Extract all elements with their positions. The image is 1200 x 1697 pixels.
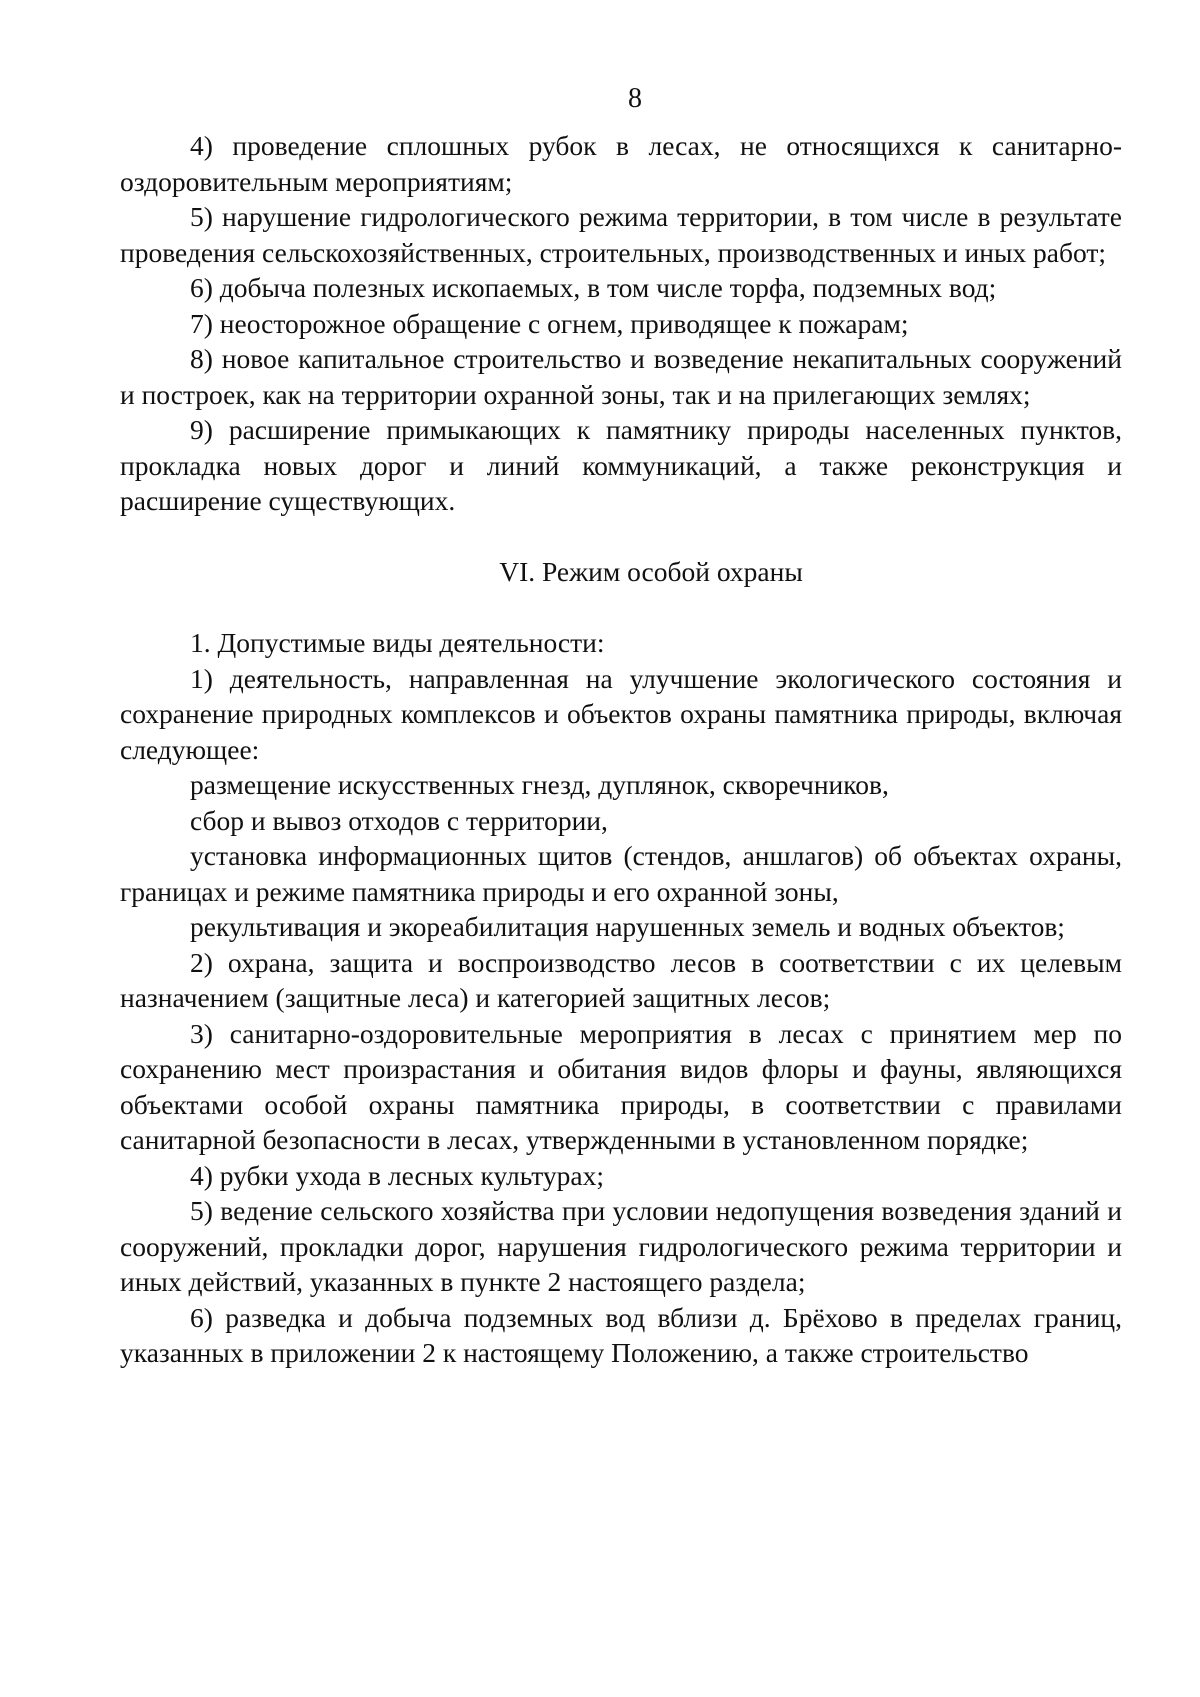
list-item: сбор и вывоз отходов с территории, bbox=[190, 804, 608, 836]
list-item: рекультивация и экореабилитация нарушенных земель и водных объектов; bbox=[190, 911, 1065, 942]
list-item: 1) деятельность, направленная на улучшение экологического состояния и сохранение природных комплексов и объектов охраны памятника природы, включая следующее: bbox=[120, 662, 1122, 765]
list-item: 9) расширение примыкающих к памятнику природы населенных пунктов, прокладка новых дорог и линий коммуникаций, а также реконструкция и расширение существующих. bbox=[120, 414, 1122, 516]
list-item: 8) новое капитальное строительство и возведение некапитальных сооружений и построек, как на территории охранной зоны, так и на прилегающих землях; bbox=[120, 343, 1122, 410]
list-item: 4) проведение сплошных рубок в лесах, не относящихся к санитарно-оздоровительным мероприятиям; bbox=[120, 130, 1122, 197]
list-item: 7) неосторожное обращение с огнем, приводящее к пожарам; bbox=[190, 307, 909, 339]
document-body bbox=[120, 128, 1122, 1371]
page-number: 8 bbox=[628, 83, 642, 114]
list-item: установка информационных щитов (стендов, аншлагов) об объектах охраны, границах и режиме памятника природы и его охранной зоны, bbox=[120, 840, 1122, 907]
list-item: размещение искусственных гнезд, дуплянок, скворечников, bbox=[190, 769, 889, 800]
list-item: 3) санитарно-оздоровительные мероприятия в лесах с принятием мер по сохранению мест произрастания и обитания видов флоры и фауны, являющихся объектами особой охраны памятника природы, в соответствии с правилами санитарной безопасности в лесах, утвержденными в установленном порядке; bbox=[120, 1017, 1122, 1155]
list-item: 5) нарушение гидрологического режима территории, в том числе в результате проведения сельскохозяйственных, строительных, производственных и иных работ; bbox=[120, 201, 1122, 268]
list-item: 4) рубки ухода в лесных культурах; bbox=[190, 1159, 604, 1191]
list-item: 6) разведка и добыча подземных вод вблизи д. Брёхово в пределах границ, указанных в приложении 2 к настоящему Положению, а также строительство bbox=[120, 1301, 1122, 1368]
list-item: 1. Допустимые виды деятельности: bbox=[190, 627, 605, 658]
list-item: 5) ведение сельского хозяйства при условии недопущения возведения зданий и сооружений, прокладки дорог, нарушения гидрологического режима территории и иных действий, указанных в пункте 2 настоящего раздела; bbox=[120, 1195, 1122, 1297]
list-item: 2) охрана, защита и воспроизводство лесов в соответствии с их целевым назначением (защитные леса) и категорией защитных лесов; bbox=[120, 946, 1122, 1013]
section-heading: VI. Режим особой охраны bbox=[499, 555, 803, 587]
list-item: 6) добыча полезных ископаемых, в том числе торфа, подземных вод; bbox=[190, 272, 997, 303]
